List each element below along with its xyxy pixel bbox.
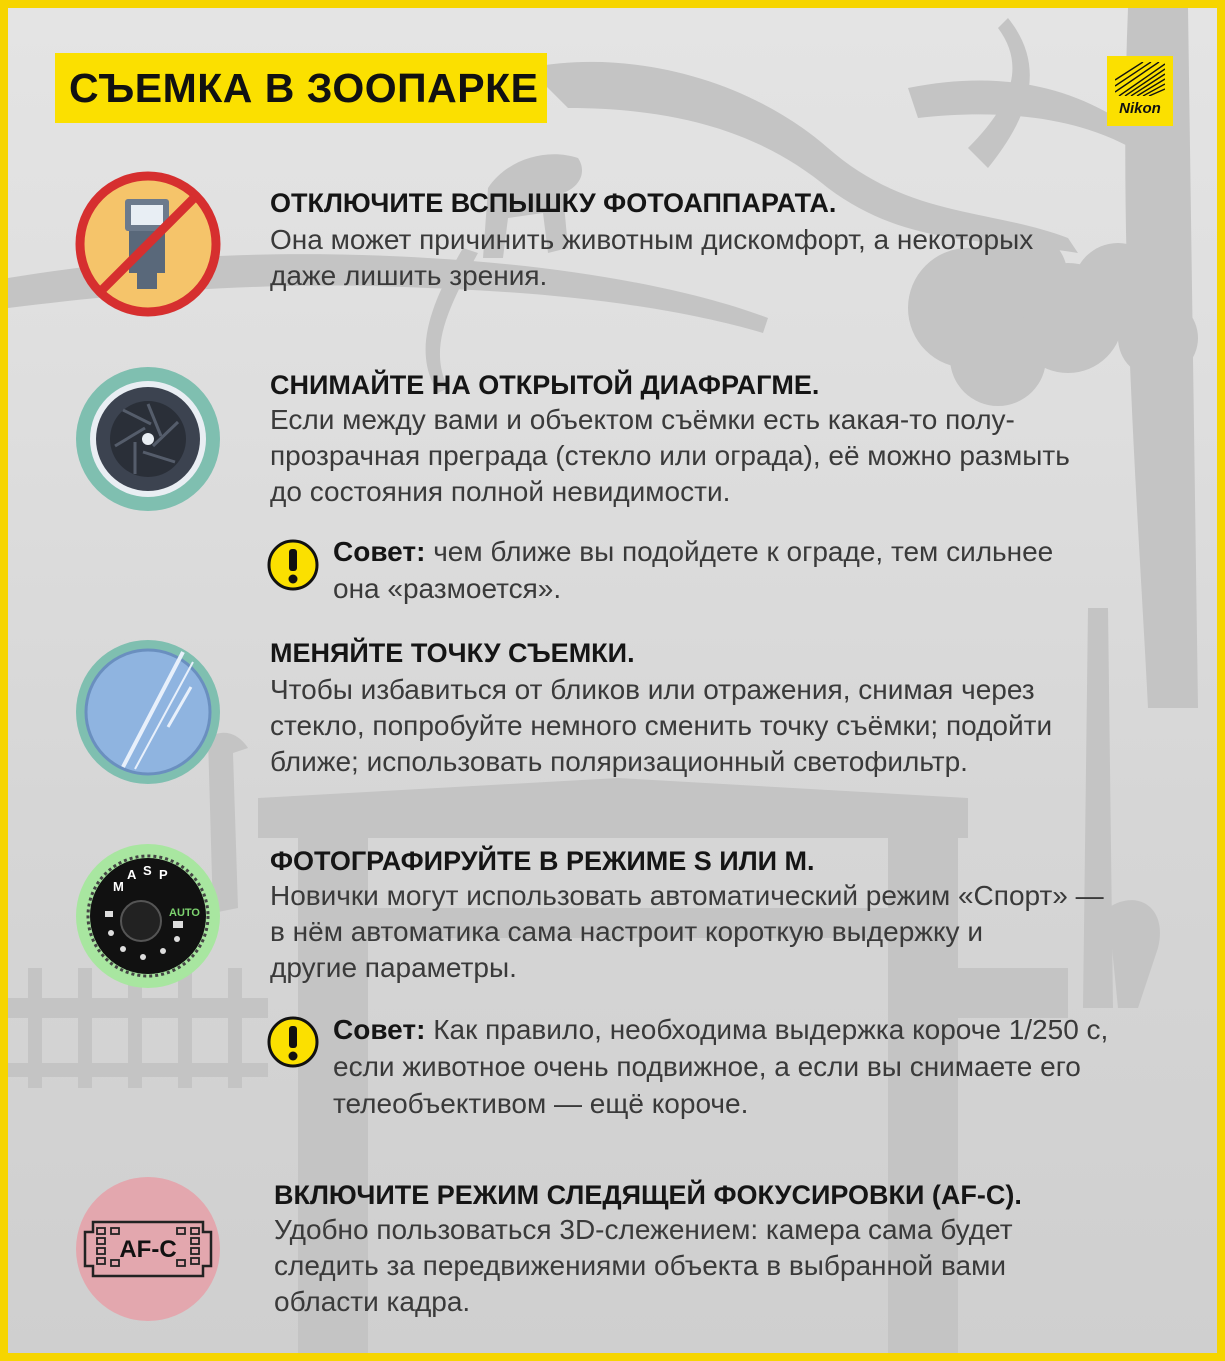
section-3-heading: МЕНЯЙТЕ ТОЧКУ СЪЕМКИ. xyxy=(270,638,635,668)
section-1-text: Она может причинить животным дискомфорт, а некоторых даже лишить зрения. xyxy=(270,224,1034,291)
dial-label-p: P xyxy=(159,867,168,882)
page-title: СЪЕМКА В ЗООПАРКЕ xyxy=(69,65,539,111)
section-1-heading: ОТКЛЮЧИТЕ ВСПЫШКУ ФОТОАППАРАТА. xyxy=(270,188,837,218)
logo-rays-icon xyxy=(1115,62,1165,96)
section-4-tip: Совет: Как правило, необходима выдержка короче 1/250 с, если животное очень подвижное, а если вы снимаете его телеобъективом — ещё короче. xyxy=(333,1014,1109,1119)
infographic-frame xyxy=(8,8,1217,1353)
section-5-heading: ВКЛЮЧИТЕ РЕЖИМ СЛЕДЯЩЕЙ ФОКУСИРОВКИ (AF-C). xyxy=(274,1180,1022,1210)
section-4-text: Новички могут использовать автоматический режим «Спорт» — в нём автоматика сама настроит короткую выдержку и другие параметры. xyxy=(270,880,1104,983)
section-2-tip: Совет: чем ближе вы подойдете к ограде, тем сильнее она «размоется». xyxy=(333,536,1054,604)
warning-icon xyxy=(266,1015,320,1069)
af-c-label: AF-C xyxy=(119,1236,177,1263)
nikon-logo xyxy=(1107,56,1173,126)
glass-icon xyxy=(73,637,223,787)
mode-dial-icon xyxy=(73,841,223,991)
dial-label-s: S xyxy=(143,863,152,878)
dial-label-auto: AUTO xyxy=(169,907,200,919)
dial-label-m: M xyxy=(113,879,124,894)
section-2-heading: СНИМАЙТЕ НА ОТКРЫТОЙ ДИАФРАГМЕ. xyxy=(270,370,820,400)
title-banner xyxy=(55,53,547,123)
warning-icon xyxy=(266,538,320,592)
section-3-text: Чтобы избавиться от бликов или отражения, снимая через стекло, попробуйте немного сменить точку съёмки; подойти ближе; использовать поляризационный светофильтр. xyxy=(270,674,1053,777)
af-c-icon xyxy=(73,1174,223,1324)
aperture-icon xyxy=(73,364,223,514)
tip-label: Совет: xyxy=(333,536,426,567)
section-2-text: Если между вами и объектом съёмки есть какая-то полу- прозрачная преграда (стекло или ограда), её можно размыть до состояния полной невидимости. xyxy=(270,404,1070,507)
section-4-heading: ФОТОГРАФИРУЙТЕ В РЕЖИМЕ S ИЛИ M. xyxy=(270,846,815,876)
section-5-text: Удобно пользоваться 3D-слежением: камера сама будет следить за передвижениями объекта в выбранной вами области кадра. xyxy=(274,1214,1013,1317)
flash-off-icon xyxy=(73,169,223,319)
logo-text: Nikon xyxy=(1119,100,1161,117)
dial-label-a: A xyxy=(127,867,137,882)
tip-label: Совет: xyxy=(333,1014,426,1045)
